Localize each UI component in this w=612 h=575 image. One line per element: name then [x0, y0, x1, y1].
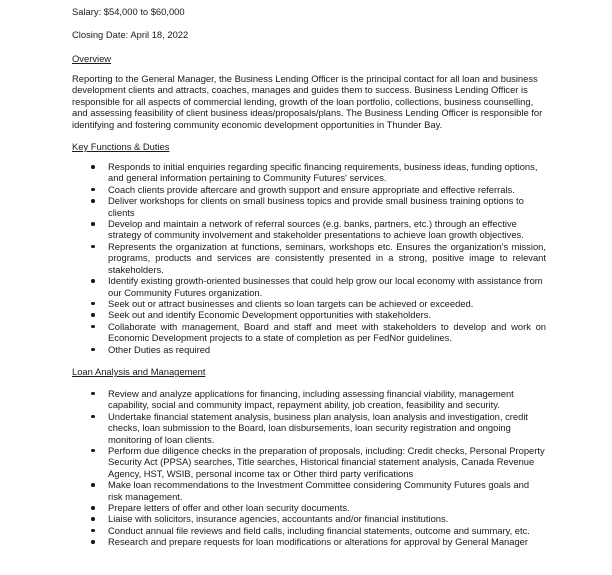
list-item: Collaborate with management, Board and staff and meet with stakeholders to develop and work on Economic Development projects to a state of completion as per FedNor guidelines. [72, 321, 546, 344]
bullet-icon [91, 165, 95, 169]
bullet-icon [91, 449, 95, 453]
list-item: Identify existing growth-oriented businesses that could help grow our local economy with assistance from our Community Futures organization. [72, 275, 546, 298]
list-item: Other Duties as required [72, 344, 546, 355]
bullet-icon [91, 483, 95, 487]
list-item: Develop and maintain a network of referral sources (e.g. banks, partners, etc.) through an effective strategy of community involvement and stakeholder presentations to achieve loan growth objectives. [72, 218, 546, 241]
list-item: Seek out or attract businesses and clients so loan targets can be achieved or exceeded. [72, 298, 546, 309]
list-item: Represents the organization at functions, seminars, workshops etc. Ensures the organization's mission, programs, products and services are consistently presented in a strong, positive image to relevant stakeholders. [72, 241, 546, 275]
list-item: Prepare letters of offer and other loan security documents. [72, 502, 546, 513]
salary-line: Salary: $54,000 to $60,000 [72, 6, 185, 17]
document-page [72, 6, 546, 559]
bullet-icon [91, 279, 95, 283]
overview-heading: Overview [72, 53, 112, 64]
list-item: Research and prepare requests for loan modifications or alterations for approval by General Manager [72, 536, 546, 547]
bullet-icon [91, 506, 95, 510]
list-item: Perform due diligence checks in the preparation of proposals, including: Credit checks, Personal Property Security Act (PPSA) searches, Title searches, Historical financial statement analysis, Canada Revenue Agency, HST, WSIB, personal income tax or Other third party verifications [72, 445, 546, 479]
list-item: Make loan recommendations to the Investment Committee considering Community Futures goals and risk management. [72, 479, 546, 502]
list-item: Liaise with solicitors, insurance agencies, accountants and/or financial institutions. [72, 513, 546, 524]
bullet-icon [91, 392, 95, 396]
overview-paragraph: Reporting to the General Manager, the Business Lending Officer is the principal contact for all loan and business development clients and attracts, coaches, manages and guides them to success. Business Lending Officer is responsible for all aspects of commercial lending, growth of the loan portfolio, collections, business counselling, and assessing feasibility of client business ideas/proposals/plans. The Business Lending Officer is responsible for identifying and fostering community economic development opportunities in Thunder Bay. [72, 73, 543, 130]
list-item: Undertake financial statement analysis, business plan analysis, loan analysis and investigation, credit checks, loan submission to the Board, loan disbursements, loan security registration and ongoing monitoring of loan clients. [72, 411, 546, 445]
loan-analysis-list [72, 388, 546, 548]
bullet-icon [91, 540, 95, 544]
key-functions-list [72, 161, 546, 355]
bullet-icon [91, 529, 95, 533]
list-item: Conduct annual file reviews and field calls, including financial statements, outcome and summary, etc. [72, 525, 546, 536]
bullet-icon [91, 325, 95, 329]
bullet-icon [91, 313, 95, 317]
bullet-icon [91, 302, 95, 306]
key-functions-heading: Key Functions & Duties [72, 141, 170, 153]
closing-date-line: Closing Date: April 18, 2022 [72, 29, 189, 40]
list-item: Review and analyze applications for financing, including assessing financial viability, management capability, social and community impact, repayment ability, job creation, feasibility and security. [72, 388, 546, 411]
bullet-icon [91, 348, 95, 352]
bullet-icon [91, 222, 95, 226]
list-item: Deliver workshops for clients on small business topics and provide small business training options to clients [72, 195, 546, 218]
loan-analysis-heading: Loan Analysis and Management [72, 365, 206, 377]
bullet-icon [91, 517, 95, 521]
bullet-icon [91, 415, 95, 419]
list-item: Seek out and identify Economic Development opportunities with stakeholders. [72, 309, 546, 320]
bullet-icon [91, 199, 95, 203]
list-item: Coach clients provide aftercare and growth support and ensure appropriate and effective referrals. [72, 184, 546, 195]
list-item: Responds to initial enquiries regarding specific financing requirements, business ideas, funding options, and general information pertaining to Community Futures' services. [72, 161, 546, 184]
bullet-icon [91, 188, 95, 192]
bullet-icon [91, 245, 95, 249]
